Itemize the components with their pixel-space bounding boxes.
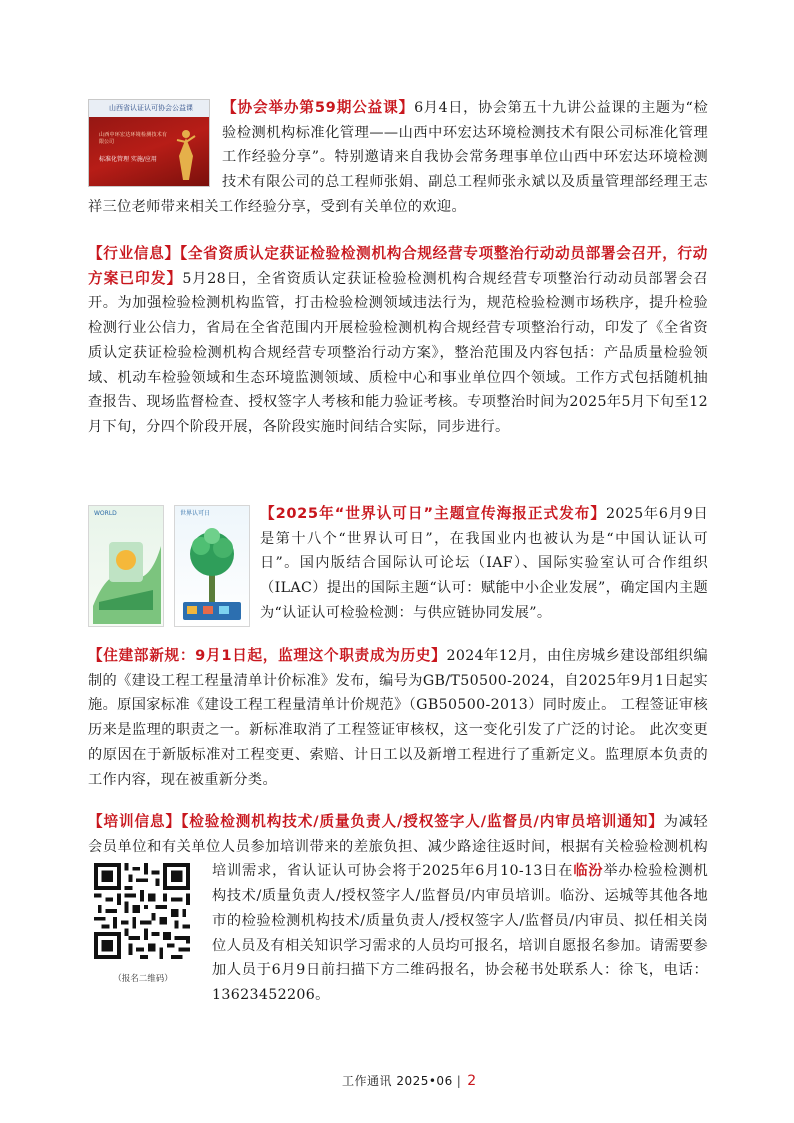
section-title: 【检验检测机构技术/质量负责人/授权签字人/监督员/内审员培训通知】 [181, 813, 664, 830]
page-number: 2 [467, 1073, 477, 1089]
poster-domestic [174, 505, 250, 627]
section-body: 2024年12月，由住房城乡建设部组织编制的《建设工程工程量清单计价标准》发布，编号为GB/T50500-2024，自2025年9月1日起实施。原国家标准《建设工程工程量清单计价规范》（GB50500-2013）同时废止。 工程签证审核历来是监理的职责之一。新标准取消了工程签证审核权，这一变化引发了广泛的讨论。 此次变更的原因在于新版标准对工程变更、索赔、计日工以及新增工程进行了重新定义。监理原本负责的工作内容，现在被重新分类。 [88, 648, 708, 788]
section-body-part2: 举办检验检测机构技术/质量负责人/授权签字人/监督员/内审员培训。临汾、运城等其他各地市的检验检测机构技术/质量负责人/授权签字人/监督员/内审员、拟任相关岗位人员及有相关知识学习需求的人员均可报名，培训自愿报名参加。请需要参加人员于6月9日前扫描下方二维码报名，协会秘书处联系人：徐飞，电话：13623452206。 [212, 863, 709, 1003]
section-tag: 【培训信息】 [88, 813, 182, 830]
registration-qr-code[interactable] [94, 863, 190, 959]
location-highlight: 临汾 [573, 863, 604, 880]
poster-pair [88, 505, 248, 627]
course-photo-subtitle: 山西中环宏达环境检测技术有限公司 [99, 132, 167, 145]
section-tag: 【协会举办第59期公益课】 [222, 99, 415, 116]
section-industry-news [88, 242, 708, 440]
poster-international-art [89, 506, 163, 626]
statue-figure-icon [171, 126, 201, 182]
qr-block [88, 863, 198, 986]
section-public-course [88, 96, 708, 220]
footer-label: 工作通讯 2025•06 [342, 1074, 453, 1088]
poster-international-heading: WORLD [94, 510, 117, 517]
section-body: 2025年6月9日是第十八个“世界认可日”，在我国业内也被认为是“中国认证认可日”。国内版结合国际认可论坛（IAF）、国际实验室认可合作组织（ILAC）提出的国际主题“认可：赋能中小企业发展”，确定国内主题为“认证认可检验检测：与供应链协同发展”。 [260, 506, 709, 621]
qr-caption: （报名二维码） [113, 974, 173, 985]
section-training-info [88, 810, 708, 1008]
section-title: 【2025年“世界认可日”主题宣传海报正式发布】 [260, 505, 606, 522]
course-photo [88, 99, 210, 187]
footer-separator: | [456, 1074, 462, 1088]
poster-domestic-heading: 世界认可日 [180, 510, 211, 517]
section-tag: 【行业信息】 [88, 245, 180, 262]
poster-international [88, 505, 164, 627]
course-photo-title: 标准化管理 实施/应用 [99, 156, 157, 163]
section-body: 5月28日，全省资质认定获证检验检测机构合规经营专项整治行动动员部署会召开。为加强检验检测机构监管，打击检验检测领域违法行为，规范检验检测市场秩序，提升检验检测行业公信力，省局在全省范围内开展检验检测机构合规经营专项整治行动，印发了《全省资质认定获证检验检测机构合规经营专项整治行动方案》，整治范围及内容包括：产品质量检验领域、机动车检验领域和生态环境监测领域、质检中心和事业单位四个领域。工作方式包括随机抽查报告、现场监督检查、授权签字人考核和能力验证考核。专项整治时间为2025年5月下旬至12月下旬，分四个阶段开展，各阶段实施时间结合实际，同步进行。 [88, 270, 708, 435]
section-title: 【全省资质认定获证检验检测机构合规经营专项整治行动动员部署会召开，行动方案已印发】 [88, 245, 709, 287]
section-title: 【住建部新规：9月1日起，监理这个职责成为历史】 [88, 647, 447, 664]
section-world-accreditation-day [88, 502, 708, 629]
section-mohurd-regulation [88, 644, 708, 792]
page-footer [342, 1073, 477, 1089]
course-photo-banner: 山西省认证认可协会公益课 [109, 104, 193, 112]
section-body-part1: 为减轻会员单位和有关单位人员参加培训带来的差旅负担、减少路途往返时间，根据有关检验检测机构培训需求，省认证认可协会将于2025年6月10-13日在 [88, 814, 708, 880]
section-body: 6月4日，协会第五十九讲公益课的主题为“检验检测机构标准化管理——山西中环宏达环境检测技术有限公司标准化管理工作经验分享”。特别邀请来自我协会常务理事单位山西中环宏达环境检测技术有限公司的总工程师张娟、副总工程师张永斌以及质量管理部经理王志祥三位老师带来相关工作经验分享，受到有关单位的欢迎。 [88, 100, 708, 215]
poster-domestic-tree-art [175, 506, 249, 626]
